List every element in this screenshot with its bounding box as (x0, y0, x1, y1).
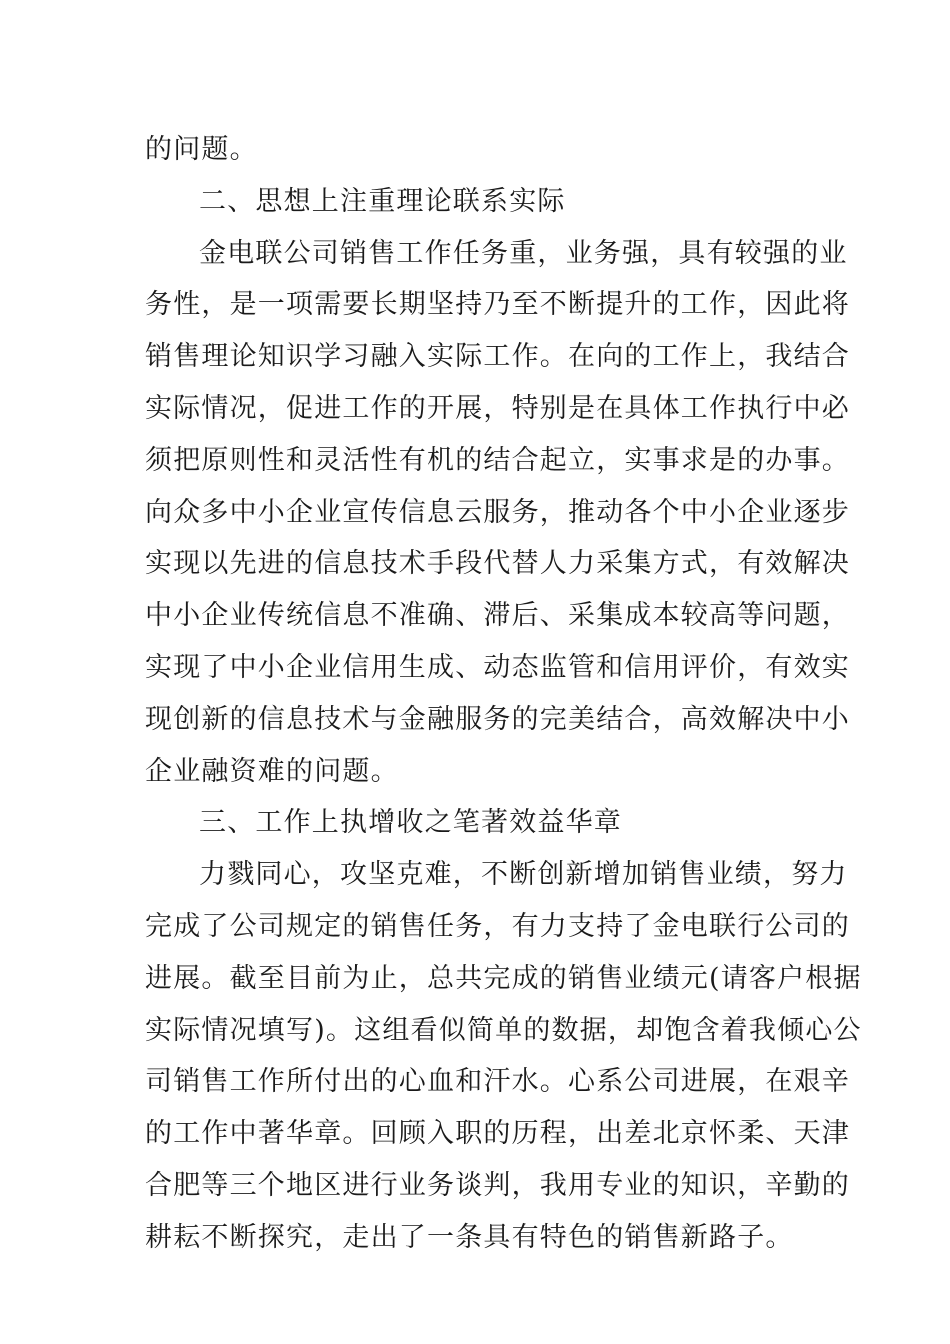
text-line: 务性，是一项需要长期坚持乃至不断提升的工作，因此将 (145, 289, 850, 321)
text-line: 完成了公司规定的销售任务，有力支持了金电联行公司的 (145, 910, 850, 942)
text-line: 司销售工作所付出的心血和汗水。心系公司进展，在艰辛 (145, 1066, 850, 1098)
text-line: 耕耘不断探究，走出了一条具有特色的销售新路子。 (145, 1221, 794, 1253)
text-line: 实现以先进的信息技术手段代替人力采集方式，有效解决 (145, 548, 850, 580)
text-line: 须把原则性和灵活性有机的结合起立，实事求是的办事。 (145, 444, 850, 476)
text-line: 向众多中小企业宣传信息云服务，推动各个中小企业逐步 (145, 496, 850, 528)
text-line: 企业融资难的问题。 (145, 755, 399, 787)
text-line: 的问题。 (145, 134, 258, 165)
section-heading-3: 三、工作上执增收之笔著效益华章 (199, 807, 622, 839)
text-line: 进展。截至目前为止，总共完成的销售业绩元(请客户根据 (145, 962, 862, 994)
text-line: 力戮同心，攻坚克难，不断创新增加销售业绩，努力 (199, 859, 848, 891)
text-line: 现创新的信息技术与金融服务的完美结合，高效解决中小 (145, 703, 850, 735)
text-line: 的工作中著华章。回顾入职的历程，出差北京怀柔、天津 (145, 1118, 850, 1150)
text-line: 合肥等三个地区进行业务谈判，我用专业的知识，辛勤的 (145, 1169, 850, 1201)
section-heading-2: 二、思想上注重理论联系实际 (199, 185, 566, 217)
document-body (145, 124, 862, 1264)
text-line: 实际情况，促进工作的开展，特别是在具体工作执行中必 (145, 392, 850, 424)
text-line: 实际情况填写)。这组看似简单的数据，却饱含着我倾心公 (145, 1014, 862, 1046)
text-line: 实现了中小企业信用生成、动态监管和信用评价，有效实 (145, 651, 850, 683)
text-line: 金电联公司销售工作任务重，业务强，具有较强的业 (199, 237, 848, 269)
text-line: 中小企业传统信息不准确、滞后、采集成本较高等问题， (145, 600, 850, 632)
text-line: 销售理论知识学习融入实际工作。在向的工作上，我结合 (145, 341, 850, 373)
